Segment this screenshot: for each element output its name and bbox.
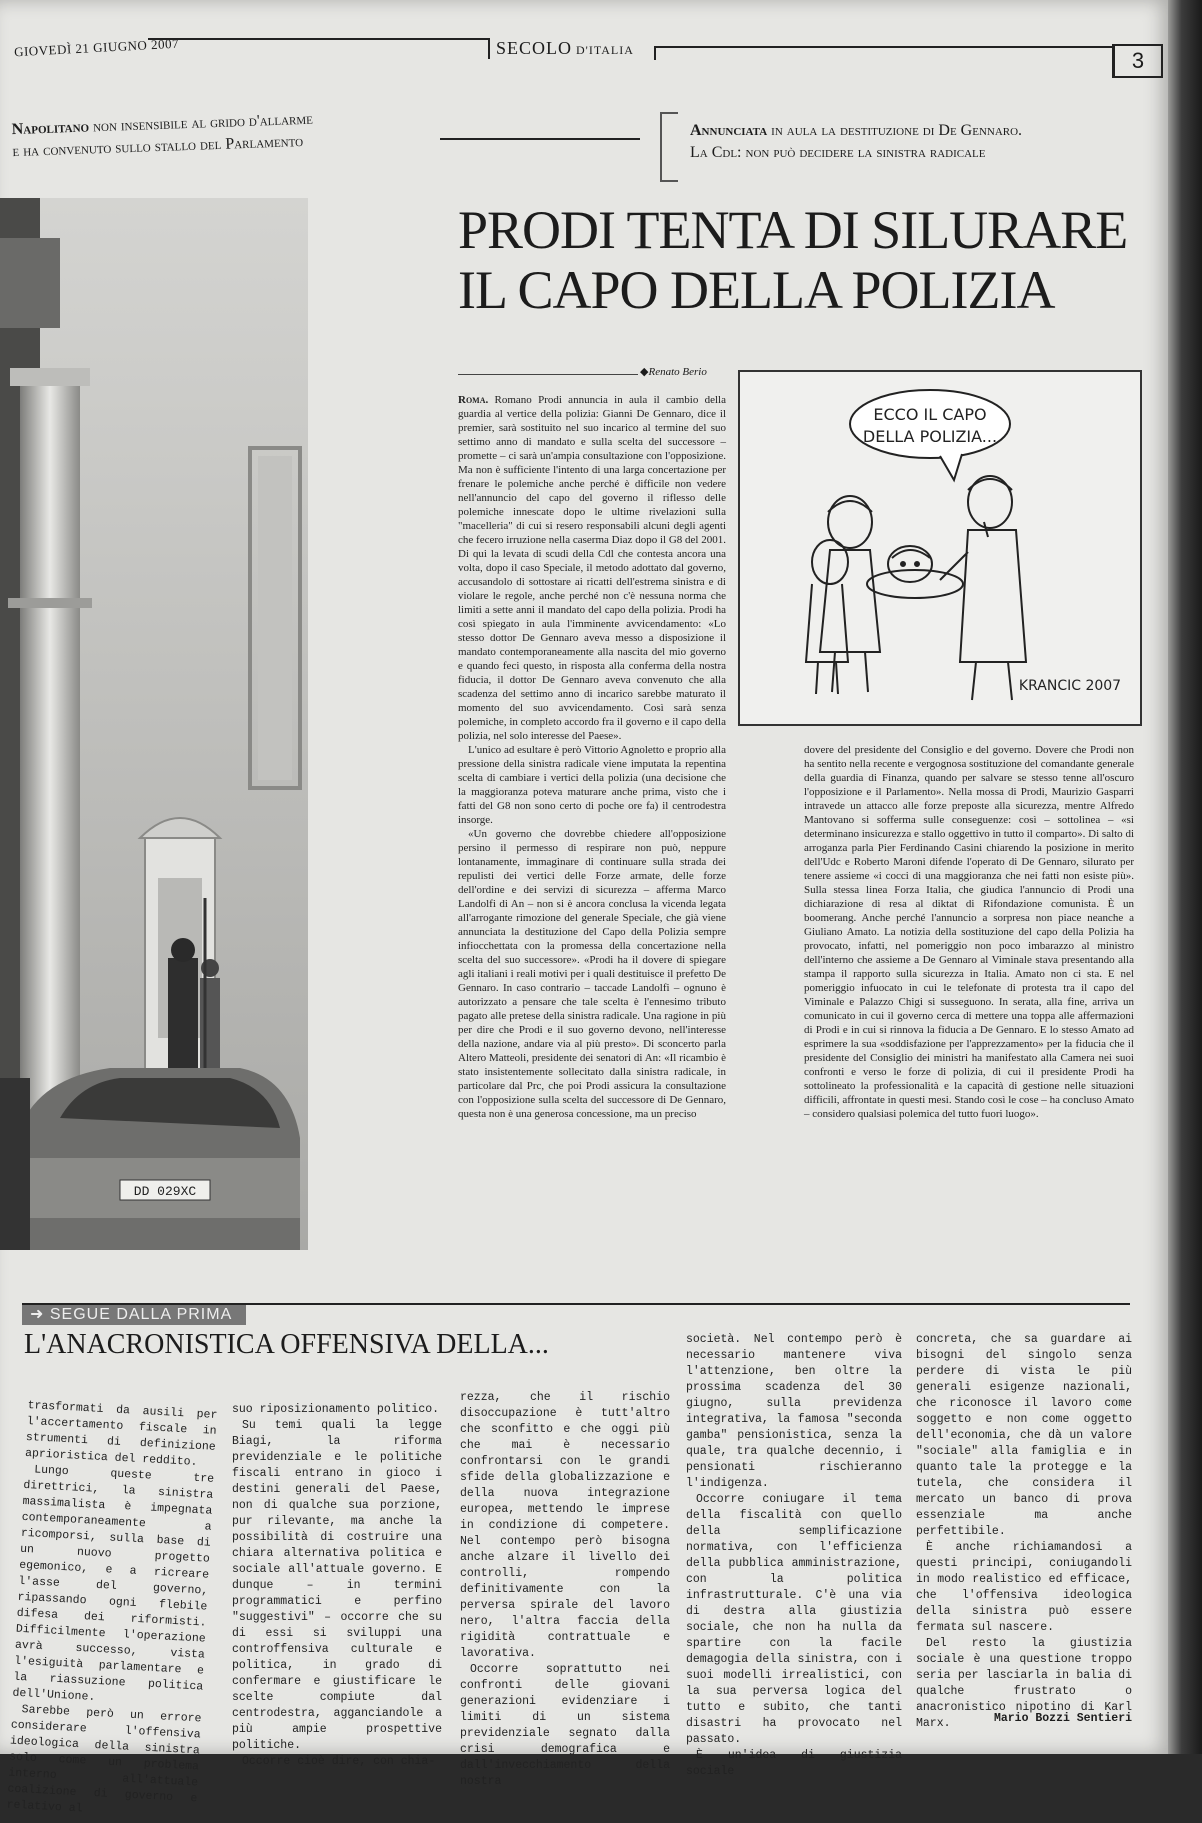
bottom-paragraph: Su temi quali la legge Biagi, la riforma previdenziale e le politiche fiscali entrano in gioco i destini generali del Paese, non di qualche sua porzione, pur rilevante, ma anche la possibilità di costruire una chiara alternativa politica e sociale all'attuale governo. E dunque – in termini programmatici e perfino "suggestivi" – occorre che su di essi si sviluppi una controffensiva culturale e politica, in grado di confermare e giustificare le scelte compiute dal centrodestra, agganciandole a più ampie prospettive politiche. [232,1419,442,1752]
kicker-right [690,120,1150,164]
bottom-paragraph: Occorre cioè dire, con chia- [242,1755,436,1768]
kicker-left-lead: Napolitano [11,118,90,139]
kicker-left-line2: e ha convenuto sullo stallo del Parlamento [12,133,304,161]
kicker-right-line2: La Cdl: non può decidere la sinistra radicale [690,144,986,161]
bottom-paragraph: Occorre coniugare il tema della fiscalità con quello della semplificazione normativa, con l'efficienza della pubblica amministrazione, con la politica infrastrutturale. C'è una via di destra alla giustizia sociale, che non ha nulla da spartire con la facile demagogia della sinistra, con i suoi modelli irrealistici, con la sua perversa logica del tutto e subito, che tanti disastri ha provocato nel passato. [686,1493,902,1746]
article-column-1 [458,393,726,1278]
bottom-column-4 [686,1332,902,1778]
kicker-rule [440,138,640,140]
bottom-paragraph: trasformati da ausili per l'accertamento fiscale in strumenti di definizione aprioristica del reddito. [24,1398,218,1469]
article-paragraph: «Un governo che dovrebbe chiedere all'opposizione persino il permesso di respirare non può, neppure lontanamente, immaginare di continuare sulla strada dei repulisti dei vertici delle Forze armate, delle forze dell'ordine e dei servizi di sicurezza – afferma Marco Landolfi di An – non si è ancora conclusa la vicenda legata all'arrogante rimozione del generale Speciale, che già viene annunciata la destituzione del Capo della Polizia sempre infiocchettata con la promessa della concertazione nella scelta del suo successore». «Prodi ha il dovere di spiegare agli italiani i reali motivi per i quali destituisce il prefetto De Gennaro. In caso contrario – taccade Landolfi – ognuno è autorizzato a pensare che tale scelta è l'ennesimo tributo pagato alle pretese della sinistra radicale. Una ragione in più per dire che Prodi e il suo governo devono, nell'interesse della nazione, andare via al più presto». Di sconcerto parla Altero Matteoli, presidente dei senatori di An: «Il ricambio è stato insistentemente sollecitato dalla sinistra radicale, in particolare dal Prc, che poi Prodi assicura la consultazione con l'opposizione sulla scelta del successore di De Gennaro, questa non è una generosa concessione, ma un preciso [458,828,726,1120]
kicker-bracket [660,112,678,182]
segue-bar [22,1303,1130,1325]
bottom-paragraph: È un'idea di giustizia sociale [686,1749,902,1778]
masthead-title [488,38,634,59]
page-number: 3 [1112,44,1163,78]
issue-date: GIOVEDÌ 21 GIUGNO 2007 [13,35,180,60]
kicker-left [11,105,422,163]
bottom-headline: L'ANACRONISTICA OFFENSIVA DELLA... [24,1329,549,1360]
bottom-paragraph: suo riposizionamento politico. [232,1403,440,1416]
cartoon [738,370,1142,726]
article-text: Romano Prodi annuncia in aula il cambio della guardia al vertice della polizia: Gianni De Gennaro, dice il premier, sarà sostituito nel suo incarico al termine del suo settimo anno di mandato e sulla scelta del successore – promette – ci sarà un'ampia consultazione con l'opposizione. Ma non è sufficiente l'intento di una larga concertazione per frenare le polemiche anche perché è difficile non vedere nell'annuncio del capo del governo il riflesso delle polemiche innescate dopo le ultime rivelazioni sulla "macelleria" di cui si resero responsabili alcuni degli agenti che fecero irruzione nella caserma Diaz dopo il G8 del 2001. Di qui la levata di scudi della Cdl che contesta ancora una volta, dopo il caso Speciale, il metodo adottato dal governo, accusandolo di sottostare ai ricatti dell'estrema sinistra e di violare le regole, anche perché non c'è nessuna norma che limiti a sette anni il mandato del capo della polizia. Prodi ha così spiegato in aula l'imminente avvicendamento: «Lo stesso dottor De Gennaro aveva messo a disposizione il mandato contemporaneamente alla nascita del mio governo e quando feci questo, in risposta alla conferma della nostra fiducia, il dottor De Gennaro aveva convenuto che alla scadenza del settimo anno di incarico sarebbe maturato il momento del suo avvicendamento. Così sarà senza polemiche, in completo accordo fra il governo e il capo della polizia, nel solo interesse del Paese». [458,394,726,742]
byline-rule [458,374,638,375]
article-dateline: Roma. [458,394,489,406]
bottom-paragraph: Occorre soprattutto nei confronti delle giovani generazioni evidenziare i limiti di un sistema previdenziale segnato dalla crisi demografica e dall'invecchiamento della nostra [460,1663,670,1788]
cartoon-signature: KRANCIC 2007 [1018,678,1122,694]
cartoon-drawing [740,372,1140,724]
bottom-paragraph: È anche richiamandosi a questi principi, coniugandoli in modo realistico ed efficace, che l'offensiva ideologica della sinistra può essere fermata sul nascere. [916,1541,1132,1634]
binding-spine [1168,0,1202,1754]
article-paragraph [458,393,726,743]
bottom-column-1 [6,1398,218,1816]
running-head [8,30,1158,80]
byline: ◆ Renato Berio [640,365,707,378]
main-headline [458,200,1158,320]
head-rule-right [654,46,1112,60]
masthead-title-small: D'ITALIA [572,43,634,57]
bottom-paragraph: Lungo queste tre direttrici, la sinistra massimalista è impegnata contemporaneamente a ricomporsi, sulla base di un nuovo progetto egemonico, e a ricreare l'asse del governo, ripassando ogni flebile difesa dei riformisti. Difficilmente l'operazione avrà successo, vista l'esiguità parlamentare e la riassuzione politica dell'Unione. [12,1463,215,1704]
cartoon-speech-line-2: DELLA POLIZIA... [862,427,998,446]
head-rule-left [148,38,488,40]
photo-illustration [0,198,308,1250]
masthead-title-main: SECOLO [496,38,573,58]
segue-label-text: SEGUE DALLA PRIMA [49,1306,233,1323]
kicker-left-line1: non insensibile al grido d'allarme [88,110,314,136]
bottom-paragraph: Del resto la giustizia sociale è una questione troppo seria per lasciarla in balia di qualche frustrato o anacronistico nipotino di Karl Marx. [916,1637,1132,1730]
photo-palazzo-viminale [0,198,308,1250]
bottom-paragraph: rezza, che il rischio disoccupazione è tutt'altro che sconfitto e che oggi più che mai è necessario confrontarsi con le grandi sfide della globalizzazione e della nuova integrazione europea, mettendo le imprese in condizione di competere. Nel contempo però bisogna anche alzare il livello dei controlli, rompendo definitivamente con la perversa spirale del lavoro nero, l'altra faccia della rigidità contrattuale e lavorativa. [460,1391,670,1660]
headline-line-1: PRODI TENTA DI SILURARE [458,200,1128,260]
license-plate: DD 029XC [133,1184,197,1199]
kicker-right-lead: Annunciata [690,122,768,139]
author-signature: Mario Bozzi Sentieri [993,1712,1132,1725]
bottom-paragraph: concreta, che sa guardare ai bisogni del singolo senza perdere di vista le più generali esigenze nazionali, che riconosce il lavoro come soggetto e non come oggetto dell'economia, che dà un valore "sociale" alla famiglia e in quanto tale la protegge e la tutela, che considera il mercato un banco di prova essenziale ma anche perfettibile. [916,1333,1132,1538]
article-paragraph: dovere del presidente del Consiglio e del governo. Dovere che Prodi non ha sentito nella recente e vergognosa sostituzione del comandante generale della guardia di Finanza, quando per salvare se stesso tenne all'oscuro l'opposizione e il Parlamento». Nella mossa di Prodi, Maurizio Gasparri intravede un attacco alle forze preposte alla sicurezza, mentre Alfredo Mantovano si sofferma sulle conseguenze: così – sottolinea – «si determinano insicurezza e stallo oggettivo in tutto il comparto». Di salto di arroganza parla Pier Ferdinando Casini chiarendo la posizione in merito dell'Udc e Roberto Maroni difende l'operato di De Gennaro, silurato per tenere assieme «i cocci di una maggioranza che nei fatti non esiste più». Sulla stessa linea Forza Italia, che giudica l'annuncio di Prodi una dichiarazione di resa al diktat di Rifondazione comunista. È un boomerang. Anche perché l'annuncio a sorpresa non piace neanche a Giuliano Amato. La notizia della sostituzione del capo della Polizia ha provocato, infatti, nel pomeriggio non poco imbarazzo al ministro dell'interno che assieme a De Gennaro al Viminale stava presentando alla stampa il rapporto sulla sicurezza in Italia. Amato non ci sta. E nel pomeriggio infuocato in cui le telefonate di protesta tra il capo del Viminale e Palazzo Chigi si susseguono. In serata, alla fine, arriva un comunicato in cui il governo cerca di mettere una toppa alle affermazioni di Prodi e in cui si rinnova la fiducia a De Gennaro. E lo stesso Amato ad esprimere la sua «soddisfazione per l'apprezzamento» per la fiducia che il presidente del Consiglio dei ministri ha manifestato alla Camera nei suoi confronti e verso le forze di polizia, di cui il presidente Prodi ha sottolineato la professionalità e la capacità di gestione nelle situazioni difficili, affrontate in questi mesi. Stando così le cose – ha concluso Amato – considero qualsiasi polemica del tutto fuori luogo». [804,744,1134,1120]
bottom-column-2 [232,1402,442,1768]
headline-line-2: IL CAPO DELLA POLIZIA [458,260,1055,320]
bottom-paragraph: società. Nel contempo però è necessario mantenere viva l'attenzione, ben oltre la prossima scadenza del 30 giugno, sulla previdenza integrativa, la famosa "seconda gamba" pensionistica, senza la quale, tra qualche decennio, i pensionati rischieranno l'indigenza. [686,1333,902,1490]
kicker-right-line1: in aula la destituzione di De Gennaro. [767,122,1023,139]
article-paragraph: L'unico ad esultare è però Vittorio Agnoletto e proprio alla pressione della sinistra radicale viene imputata la repentina scelta di cambiare i vertici della polizia (una decisione che la maggioranza poteva maturare anche prima, visto che i fatti del G8 non sono certo di poche ore fa) il centrodestra insorge. [458,744,726,826]
cartoon-speech-line-1: ECCO IL CAPO [873,405,987,424]
bottom-paragraph: Sarebbe però un errore considerare l'offensiva ideologica della sinistra solo come un problema interno all'attuale coalizione di governo e relativo al [6,1703,202,1816]
bottom-column-3 [460,1390,670,1788]
article-column-2 [804,743,1134,1278]
segue-label: ➜ SEGUE DALLA PRIMA [22,1305,246,1325]
